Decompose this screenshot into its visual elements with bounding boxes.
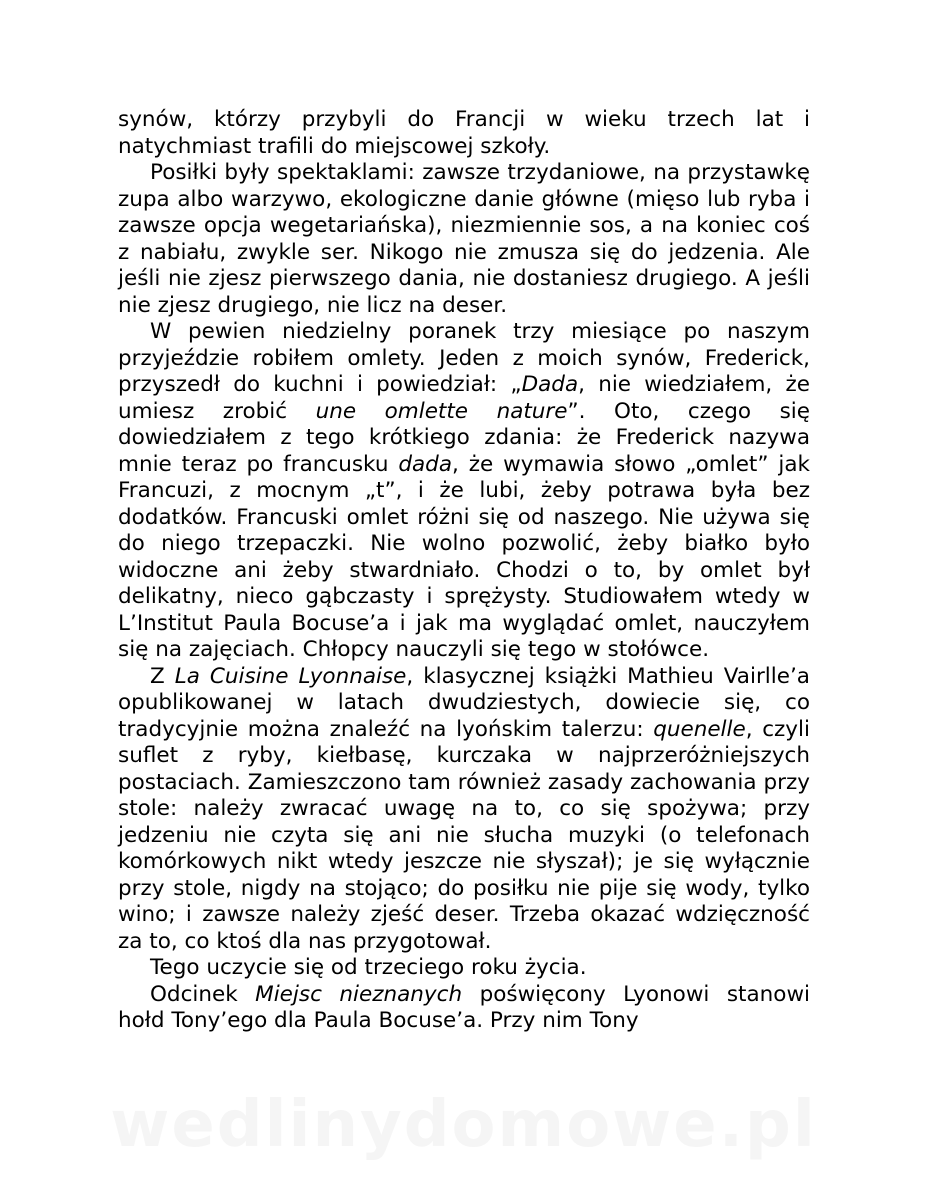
- italic-text: une omlette nature: [315, 398, 568, 424]
- italic-text: dada: [398, 451, 452, 477]
- text-run: W pewien niedzielny poranek trzy miesiące po naszym przyjeździe robiłem omlety. Jeden z moich synów, Frederick, przyszedł do kuchni i powiedział: „: [118, 319, 810, 397]
- text-run: Odcinek: [150, 981, 256, 1007]
- text-run: , klasycznej książki Mathieu Vairlle’a opublikowanej w latach dwudziestych, dowiecie się, co tradycyjnie można znaleźć na lyońskim talerzu:: [118, 663, 810, 742]
- paragraph: [118, 664, 810, 956]
- text-run: Tego uczycie się od trzeciego roku życia.: [150, 955, 587, 980]
- paragraph: [118, 319, 810, 664]
- text-run: , nie wiedziałem, że umiesz zrobić: [118, 372, 810, 424]
- document-page: [118, 107, 810, 1035]
- italic-text: La Cuisine Lyonnaise: [174, 663, 407, 689]
- paragraph: [118, 955, 810, 982]
- text-run: , czyli suflet z ryby, kiełbasę, kurczaka w najprzeróżniejszych postaciach. Zamieszczono tam również zasady zachowania przy stole: należy zwracać uwagę na to, co się spożywa; przy jedzeniu nie czyta się ani nie słucha muzyki (o telefonach komórkowych nikt wtedy jeszcze nie słyszał); je się wyłącznie przy stole, nigdy na stojąco; do posiłku nie pije się wody, tylko wino; i zawsze należy zjeść deser. Trzeba okazać wdzięczność za to, co ktoś dla nas przygotował.: [118, 716, 810, 954]
- italic-text: quenelle: [653, 716, 746, 742]
- text-run: synów, którzy przybyli do Francji w wieku trzech lat i natychmiast trafili do miejscowej szkoły.: [118, 107, 810, 159]
- paragraph: [118, 982, 810, 1035]
- text-run: Z: [150, 663, 175, 689]
- italic-text: Dada: [521, 372, 579, 397]
- text-run: ”. Oto, czego się dowiedziałem z tego krótkiego zdania: że Frederick nazywa mnie teraz po francusku: [118, 398, 810, 477]
- text-run: poświęcony Lyonowi stanowi hołd Tony’ego dla Paula Bocuse’a. Przy nim Tony: [118, 981, 810, 1033]
- watermark: wedlinydomowe.pl: [110, 1088, 817, 1162]
- body-text: [118, 107, 810, 1035]
- text-run: Posiłki były spektaklami: zawsze trzydaniowe, na przystawkę zupa albo warzywo, ekologiczne danie główne (mięso lub ryba i zawsze opcja wegetariańska), niezmiennie sos, a na koniec coś z nabiału, zwykle ser. Nikogo nie zmusza się do jedzenia. Ale jeśli nie zjesz pierwszego dania, nie dostaniesz drugiego. A jeśli nie zjesz drugiego, nie licz na deser.: [118, 160, 810, 318]
- text-run: , że wymawia słowo „omlet” jak Francuzi, z mocnym „t”, i że lubi, żeby potrawa była bez dodatków. Francuski omlet różni się od naszego. Nie używa się do niego trzepaczki. Nie wolno pozwolić, żeby białko było widoczne ani żeby stwardniało. Chodzi o to, by omlet był delikatny, nieco gąbczasty i sprężysty. Studiowałem wtedy w L’Institut Paula Bocuse’a i jak ma wyglądać omlet, nauczyłem się na zajęciach. Chłopcy nauczyli się tego w stołówce.: [118, 451, 810, 662]
- italic-text: Miejsc nieznanych: [255, 981, 463, 1007]
- paragraph: [118, 160, 810, 319]
- paragraph: [118, 107, 810, 160]
